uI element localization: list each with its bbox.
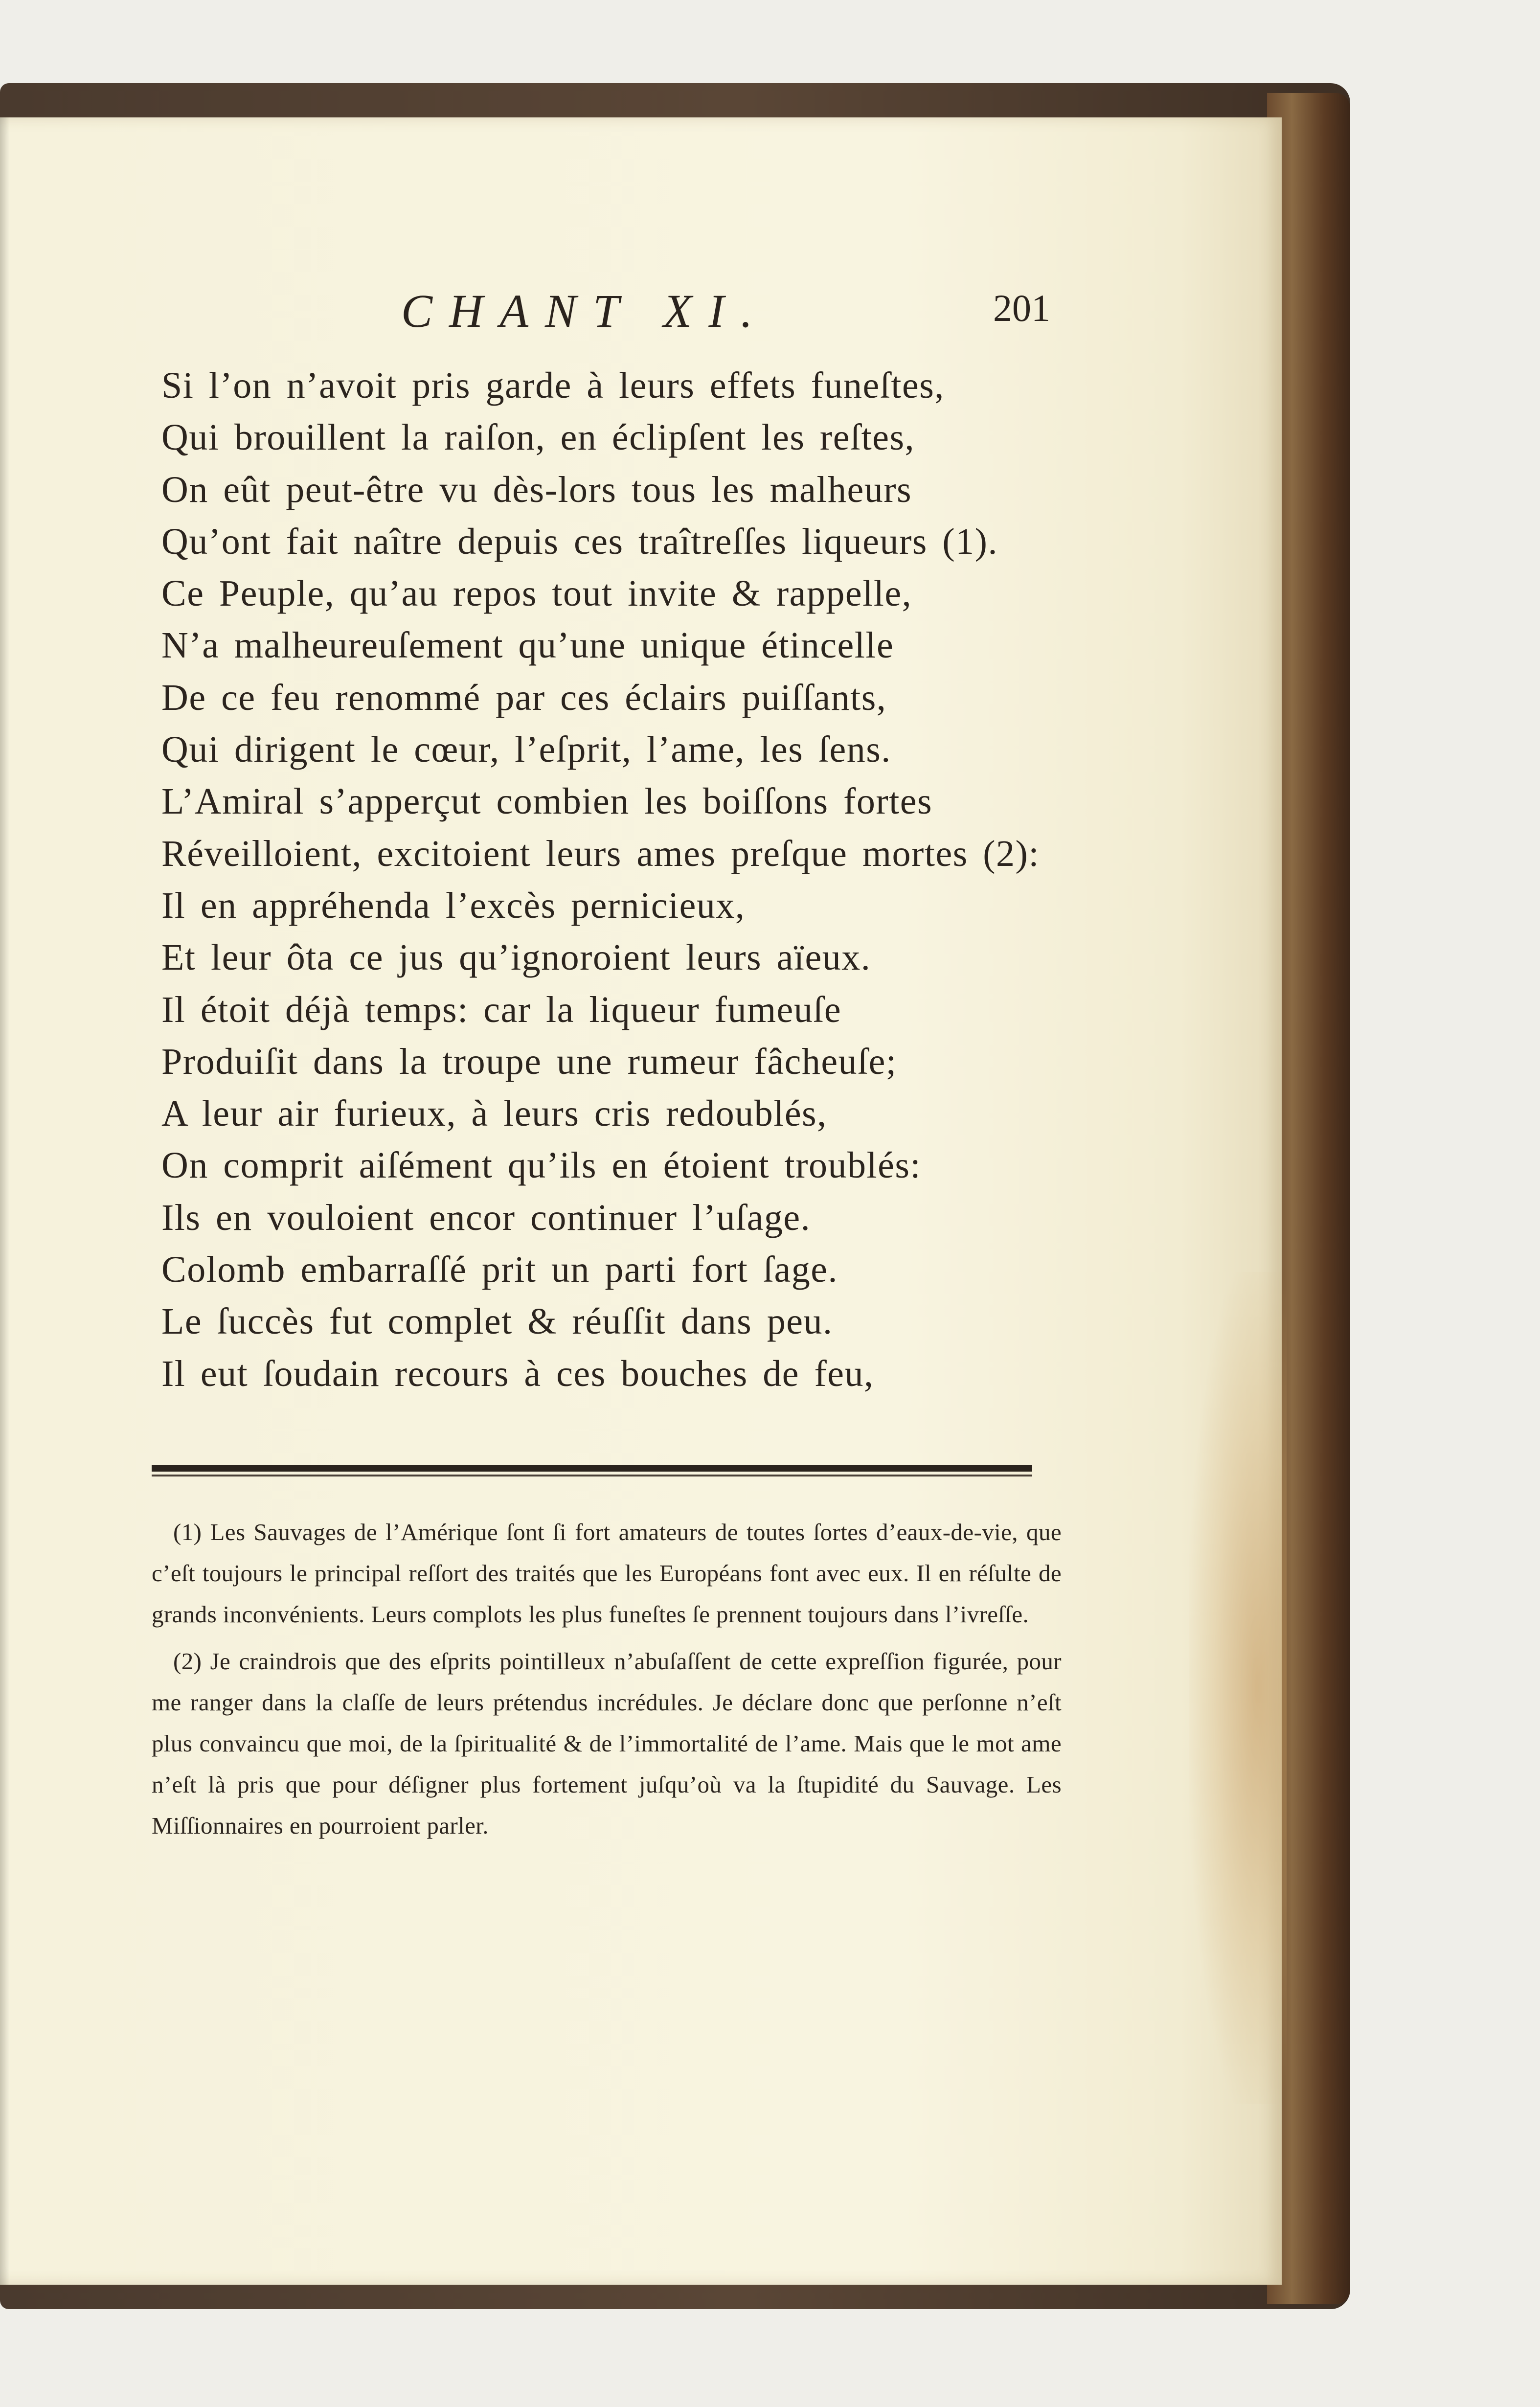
verse-block: [161, 360, 1091, 1400]
footnote-rule-thin: [152, 1475, 1032, 1476]
foxing-stain: [1189, 1272, 1287, 2104]
verse-line: Produiſit dans la troupe une rumeur fâcheuſe;: [161, 1041, 897, 1082]
verse-line: N’a malheureuſement qu’une unique étincelle: [161, 625, 894, 666]
verse-line: A leur air furieux, à leurs cris redoublés,: [161, 1093, 827, 1135]
verse-line: Colomb embarraſſé prit un parti fort ſage.: [161, 1249, 838, 1291]
footnote: (1) Les Sauvages de l’Amérique ſont ſi fort amateurs de toutes ſortes d’eaux-de-vie, que c’eſt toujours le principal reſſort des traités que les Européans font avec eux. Il en réſulte de grands inconvénients. Leurs complots les plus funeſtes ſe prennent toujours dans l’ivreſſe.: [152, 1519, 1062, 1628]
verse-line: Ce Peuple, qu’au repos tout invite & rappelle,: [161, 573, 912, 614]
verse-line: Le ſuccès fut complet & réuſſit dans peu.: [161, 1301, 833, 1342]
verse-line: On comprit aiſément qu’ils en étoient troublés:: [161, 1145, 922, 1186]
verse-line: L’Amiral s’apperçut combien les boiſſons fortes: [161, 781, 933, 822]
verse-line: Si l’on n’avoit pris garde à leurs effets funeſtes,: [161, 365, 945, 406]
footnote-rule: [152, 1465, 1032, 1472]
verse-line: Il en appréhenda l’excès pernicieux,: [161, 885, 746, 926]
running-head: CHANT XI.: [401, 285, 770, 337]
verse-line: Et leur ôta ce jus qu’ignoroient leurs aïeux.: [161, 937, 871, 978]
verse-line: Qui dirigent le cœur, l’eſprit, l’ame, les ſens.: [161, 729, 891, 771]
verse-line: De ce feu renommé par ces éclairs puiſſants,: [161, 677, 887, 718]
verse-line: Ils en vouloient encor continuer l’uſage.: [161, 1197, 811, 1238]
verse-line: On eût peut-être vu dès-lors tous les malheurs: [161, 469, 912, 510]
verse-line: Il étoit déjà temps: car la liqueur fumeuſe: [161, 989, 842, 1030]
verse-line: Réveilloient, excitoient leurs ames preſque mortes (2):: [161, 833, 1040, 874]
verse-line: Qui brouillent la raiſon, en éclipſent les reſtes,: [161, 417, 915, 458]
footnote: (2) Je craindrois que des eſprits pointilleux n’abuſaſſent de cette expreſſion figurée, pour me ranger dans la claſſe de leurs prétendus incrédules. Je déclare donc que perſonne n’eſt plus convaincu que moi, de la ſpiritualité & de l’immortalité de l’ame. Mais que le mot ame n’eſt là pris que pour déſigner plus fortement juſqu’où va la ſtupidité du Sauvage. Les Miſſionnaires en pourroient parler.: [152, 1648, 1062, 1839]
gutter-shadow: [0, 117, 10, 2285]
footnotes: [152, 1512, 1062, 1852]
verse-line: Il eut ſoudain recours à ces bouches de feu,: [161, 1353, 874, 1394]
verse-line: Qu’ont fait naître depuis ces traîtreſſes liqueurs (1).: [161, 521, 998, 562]
page-number: 201: [993, 287, 1050, 329]
